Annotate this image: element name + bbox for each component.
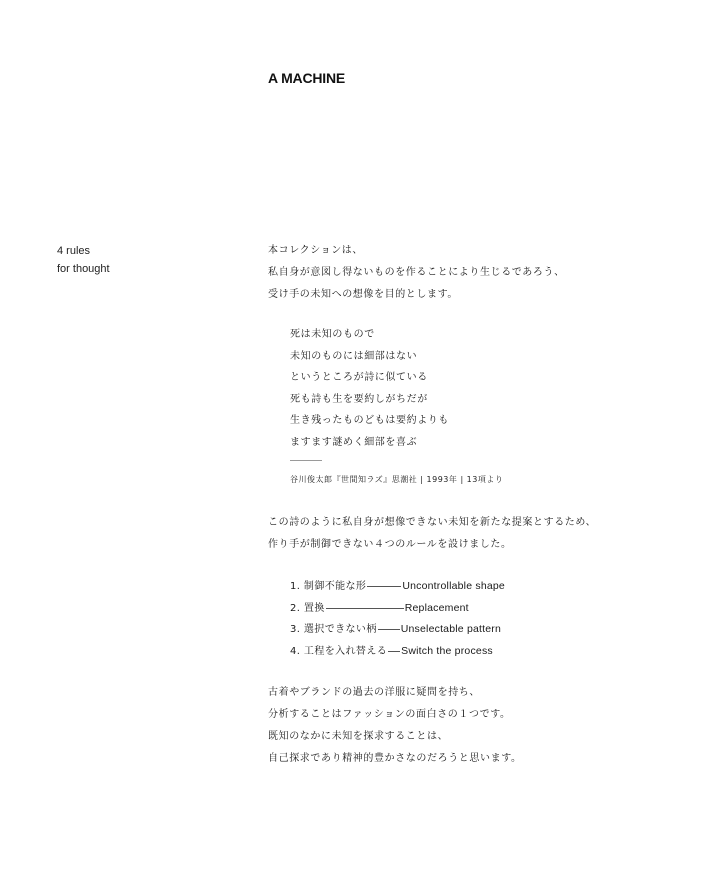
rule-label-jp: 4. 工程を入れ替える [290,645,388,657]
intro-line: 私自身が意図し得ないものを作ることにより生じるであろう、 [268,267,565,278]
poem-line: というところが詩に似ている [290,372,428,383]
rule-label-en: Switch the process [401,644,493,657]
rule-item [290,576,505,598]
poem-line: 死も詩も生を要約しがちだが [290,393,428,405]
poem-line: 生き残ったものどもは要約よりも [290,415,449,426]
paragraph-line: 自己探求であり精神的豊かさなのだろうと思います。 [268,753,522,764]
rules-list [290,576,505,662]
poem-divider [290,460,322,461]
rule-label-en: Replacement [404,601,469,614]
section-label-line-1: 4 rules [57,245,91,257]
rules-intro-paragraph [268,512,596,556]
rule-connector-line [326,608,404,609]
rule-label-en: Uncontrollable shape [402,580,505,592]
rule-item [290,619,505,641]
rule-item [290,641,505,663]
poem-citation: 谷川俊太郎『世間知ラズ』思潮社 | 1993年 | 13項より [290,475,504,484]
paragraph-line: 分析することはファッションの面白さの１つです。 [268,709,511,720]
poem-line: ますます謎めく細部を喜ぶ [290,436,418,448]
rule-connector-line [378,629,400,630]
rule-connector-line [367,586,401,587]
poem-line: 死は未知のもので [290,329,375,340]
page-title: A MACHINE [268,70,346,86]
paragraph-line: 既知のなかに未知を探求することは、 [268,731,449,742]
rule-label-jp: 1. 制御不能な形 [290,581,367,592]
paragraph-line: 作り手が制御できない４つのルールを設けました。 [268,539,512,550]
closing-paragraph [268,682,522,770]
rule-label-jp: 2. 置換 [290,602,325,614]
intro-paragraph [268,240,565,306]
intro-line: 本コレクションは、 [268,245,363,256]
rule-item [290,598,505,620]
rule-label-jp: 3. 選択できない柄 [290,624,377,635]
paragraph-line: 古着やブランドの過去の洋服に疑問を持ち、 [268,687,480,698]
section-label [57,242,110,278]
intro-line: 受け手の未知への想像を目的とします。 [268,289,458,300]
poem-line: 未知のものには細部はない [290,350,418,362]
paragraph-line: この詩のように私自身が想像できない未知を新たな提案とするため、 [268,517,597,528]
section-label-line-2: for thought [57,263,110,275]
poem-quote [290,324,449,453]
rule-connector-line [388,651,400,652]
rule-label-en: Unselectable pattern [400,623,502,635]
